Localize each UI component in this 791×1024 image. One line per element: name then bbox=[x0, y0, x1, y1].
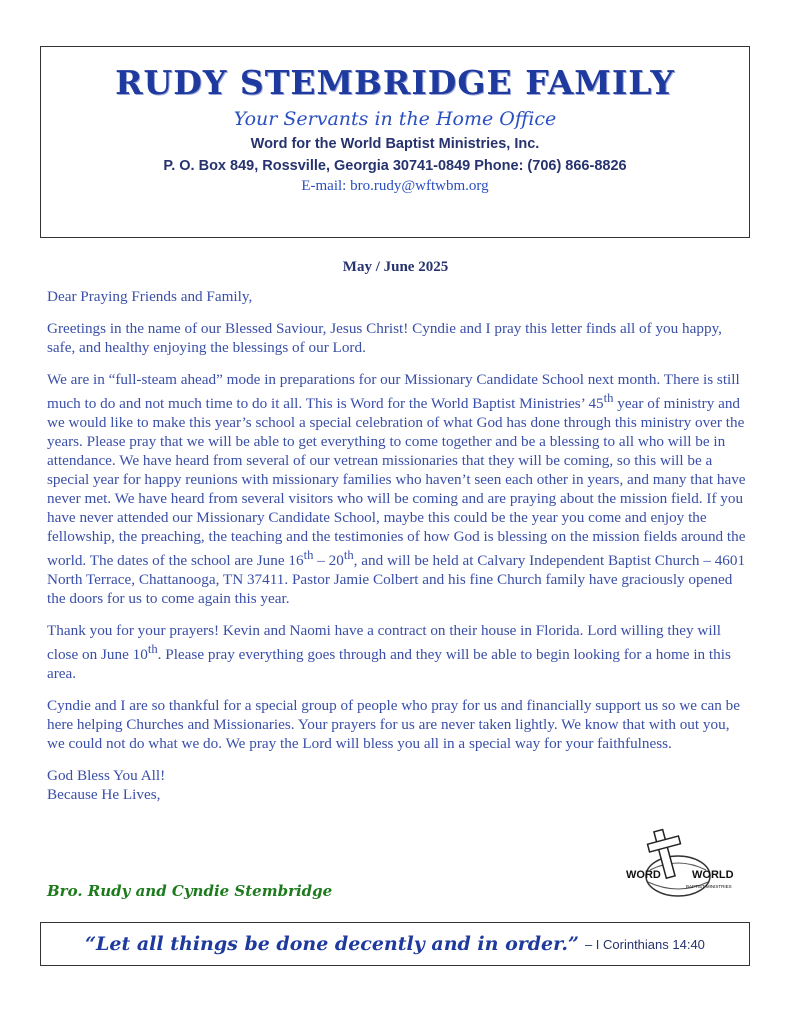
paragraph-3: Thank you for your prayers! Kevin and Naomi have a contract on their house in Florida. Lord willing they will close on June 10th. Please pray everything goes through and they will be able to begin looking for a home in this area. bbox=[47, 622, 731, 683]
email-link[interactable]: E-mail: bro.rudy@wftwbm.org bbox=[301, 178, 489, 194]
svg-text:WORD: WORD bbox=[626, 869, 661, 881]
greeting: Dear Praying Friends and Family, bbox=[47, 288, 253, 305]
letter-date: May / June 2025 bbox=[342, 259, 449, 275]
cross-globe-icon bbox=[620, 826, 740, 906]
verse-banner bbox=[40, 922, 750, 966]
letterhead bbox=[40, 46, 750, 238]
verse-reference: – I Corinthians 14:40 bbox=[584, 936, 705, 952]
ministry-logo bbox=[620, 826, 740, 906]
svg-text:BAPTIST MINISTRIES: BAPTIST MINISTRIES bbox=[686, 884, 732, 889]
closing-line-2: Because He Lives, bbox=[47, 786, 161, 804]
paragraph-1: Greetings in the name of our Blessed Saviour, Jesus Christ! Cyndie and I pray this letter finds all of you happy, safe, and healthy enjoying the blessings of our Lord. bbox=[47, 320, 722, 356]
paragraph-2: We are in “full-steam ahead” mode in preparations for our Missionary Candidate School next month. There is still much to do and not much time to do it all. This is Word for the World Baptist Ministries’ 45th year of ministry and we would like to make this year’s school a special celebration of what God has done through this ministry over the years. Please pray that we will be able to get everything to come together and be a blessing to all who will be in attendance. We have heard from several of our vetrean missionaries that they will be coming, so this will be a special year for happy reunions with missionary families who haven’t seen each other in years, and many that have never met. We have heard from several visitors who will be coming and are praying about the mission field. If you have never attended our Missionary Candidate School, maybe this could be the year you come and enjoy the fellowship, the preaching, the teaching and the testimonies of how God is blessing on the mission fields around the world. The dates of the school are June 16th – 20th, and will be held at Calvary Independent Baptist Church – 4601 North Terrace, Chattanooga, TN 37411. Pastor Jamie Colbert and his fine Church family have graciously opened the doors for us to come again this year. bbox=[47, 371, 746, 608]
svg-text:WORLD: WORLD bbox=[692, 869, 734, 881]
organization-name: Word for the World Baptist Ministries, Inc. bbox=[250, 136, 540, 152]
paragraph-4: Cyndie and I are so thankful for a special group of people who pray for us and financially support us so we can be here helping Churches and Missionaries. Your prayers for us are never taken lightly. We know that with out you, we could not do what we do. We pray the Lord will bless you all in a special way for your faithfulness. bbox=[47, 697, 740, 753]
mailing-address: P. O. Box 849, Rossville, Georgia 30741-0849 Phone: (706) 866-8826 bbox=[163, 158, 627, 174]
subtitle: Your Servants in the Home Office bbox=[233, 108, 557, 130]
signature: Bro. Rudy and Cyndie Stembridge bbox=[47, 882, 333, 900]
closing-line-1: God Bless You All! bbox=[47, 767, 166, 785]
letter-body bbox=[47, 287, 747, 804]
family-title: RUDY STEMBRIDGE FAMILY bbox=[115, 63, 675, 102]
verse-text: “Let all things be done decently and in order.” bbox=[85, 933, 579, 955]
